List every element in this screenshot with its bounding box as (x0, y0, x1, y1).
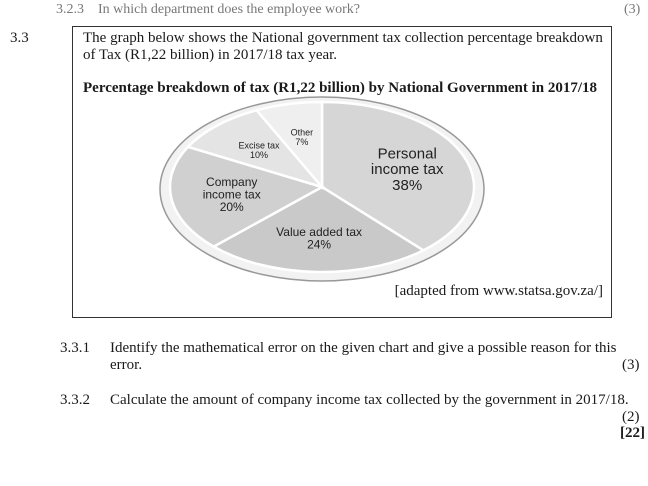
pie-chart (73, 27, 613, 319)
prev-question-text: In which department does the employee work? (98, 2, 361, 17)
total-marks: [22] (620, 425, 645, 441)
slice-label: Company income tax 20% (202, 174, 261, 215)
prev-question-number: 3.2.3 (56, 2, 84, 17)
question-number: 3.3 (10, 30, 29, 46)
slice-label: Personal income tax 38% (370, 145, 444, 194)
sub-question-number: 3.3.2 (60, 392, 90, 408)
sub-question-marks: (3) (622, 357, 640, 373)
sub-question-text: Identify the mathematical error on the given chart and give a possible reason for this error. (110, 340, 617, 373)
slice-label: Other 7% (290, 127, 314, 148)
question-intro: The graph below shows the National government tax collection percentage breakdown of Tax (R1,22 billion) in 2017/18 tax year. (83, 30, 603, 63)
chart-title: Percentage breakdown of tax (R1,22 billion) by National Government in 2017/18 (83, 80, 598, 96)
sub-question-marks: (2) (622, 409, 640, 425)
source-citation: [adapted from www.statsa.gov.za/] (394, 283, 603, 299)
sub-question-text: Calculate the amount of company income tax collected by the government in 2017/18. (110, 392, 629, 408)
slice-label: Value added tax 24% (276, 224, 363, 252)
sub-question-number: 3.3.1 (60, 340, 90, 356)
previous-question (56, 2, 360, 18)
prev-question-marks: (3) (624, 2, 641, 17)
slice-label: Excise tax 10% (238, 140, 280, 160)
question-box (72, 26, 612, 318)
